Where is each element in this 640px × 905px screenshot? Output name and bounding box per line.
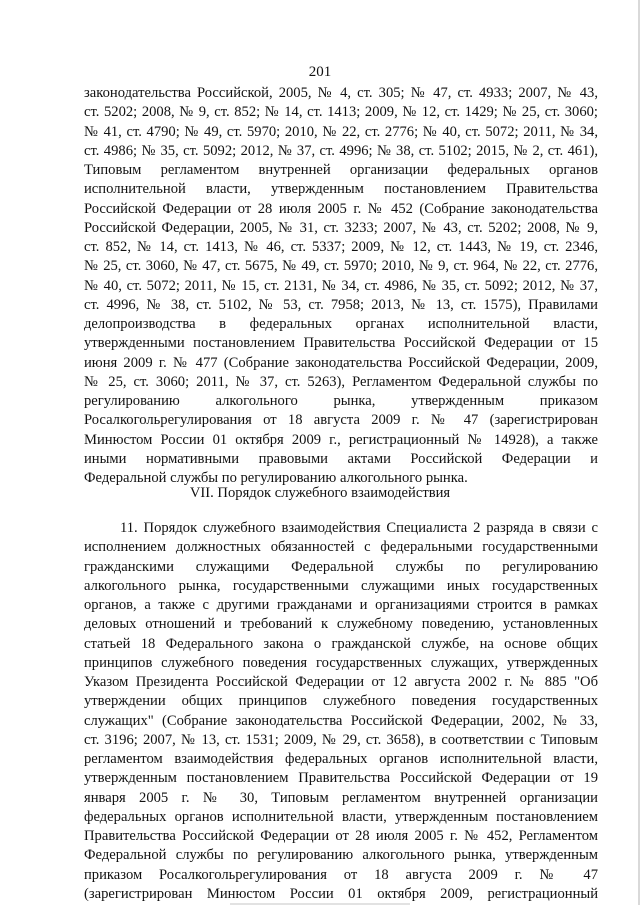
text-line: Федеральной службы по регулированию алкогольного рынка, утвержденным: [84, 847, 598, 864]
text-line: гражданскими служащими Федеральной службы по регулированию: [84, 558, 598, 575]
text-line: утвержденным постановлением Правительства Российской Федерации от 19: [84, 770, 598, 787]
text-line: 11. Порядок служебного взаимодействия Специалиста 2 разряда в связи с: [120, 520, 598, 536]
text-line: Минюстом России 01 октября 2009 г., регистрационный № 14928), а также: [84, 431, 598, 448]
text-line: ст. 4986; № 35, ст. 5092; 2012, № 37, ст. 4996; № 38, ст. 5102; 2015, № 2, ст. 461),: [84, 142, 598, 159]
text-line: Типовым регламентом внутренней организации федеральных органов: [84, 162, 598, 178]
continued-paragraph: [84, 84, 598, 488]
text-line: алкогольного рынка, государственными служащими иных государственных: [84, 577, 598, 594]
text-line: иными нормативными правовыми актами Российской Федерации и: [84, 450, 598, 467]
text-line: № 25, ст. 3060, № 47, ст. 5675, № 49, ст. 5970; 2010, № 9, ст. 964, № 22, ст. 2776,: [84, 258, 598, 275]
paragraph-11: [84, 519, 598, 904]
text-line: принципов служебного поведения государственных служащих, утвержденных: [84, 654, 598, 671]
text-line: статьей 18 Федерального закона о гражданской службе, на основе общих: [84, 635, 598, 652]
text-line: Росалкогольрегулирования от 18 августа 2009 г. № 47 (зарегистрирован: [84, 412, 598, 429]
text-line: ст. 5202; 2008, № 9, ст. 852; № 14, ст. 1413; 2009, № 12, ст. 1429; № 25, ст. 3060;: [84, 104, 598, 121]
text-line: ст. 3196; 2007, № 13, ст. 1531; 2009, № 29, ст. 3658), в соответствии с Типовым: [84, 731, 598, 748]
text-line: утвержденными постановлением Правительства Российской Федерации от 15: [84, 335, 598, 352]
text-line: делопроизводства в федеральных органах исполнительной власти,: [84, 316, 598, 332]
text-line: служащих" (Собрание законодательства Российской Федерации, 2002, № 33,: [84, 712, 598, 729]
text-line: законодательства Российской, 2005, № 4, ст. 305; № 47, ст. 4933; 2007, № 43,: [84, 85, 598, 101]
text-line: исполнительной власти, утвержденным постановлением Правительства: [84, 181, 598, 198]
text-line: № 25, ст. 3060; 2011, № 37, ст. 5263), Регламентом Федеральной службы по: [84, 373, 598, 390]
text-line: Российской Федерации, 2005, № 31, ст. 3233; 2007, № 43, ст. 5202; 2008, № 9,: [84, 219, 598, 236]
text-line: органов, а также с другими гражданами и организациями строится в рамках: [84, 597, 598, 613]
text-line: Федеральной службы по регулированию алкогольного рынка.: [84, 470, 468, 486]
text-line: деловых отношений и требований к служебному поведению, установленных: [84, 616, 598, 633]
page-number: 201: [308, 64, 332, 80]
text-line: Российской Федерации от 28 июля 2005 г. № 452 (Собрание законодательства: [84, 200, 598, 217]
text-line: Указом Президента Российской Федерации от 12 августа 2002 г. № 885 "Об: [84, 674, 598, 690]
text-line: федеральных органов исполнительной власти, утвержденным постановлением: [84, 808, 598, 825]
text-line: января 2005 г. № 30, Типовым регламентом внутренней организации: [84, 789, 598, 806]
text-line: ст. 852, № 14, ст. 1413, № 46, ст. 5337; 2009, № 12, ст. 1443, № 19, ст. 2346,: [84, 239, 598, 255]
text-line: № 41, ст. 4790; № 49, ст. 5970; 2010, № 22, ст. 2776; № 40, ст. 5072; 2011, № 34,: [84, 123, 598, 140]
text-line: регулированию алкогольного рынка, утвержденным приказом: [84, 393, 598, 409]
text-line: исполнением должностных обязанностей с федеральными государственными: [84, 539, 598, 556]
text-line: июня 2009 г. № 477 (Собрание законодательства Российской Федерации, 2009,: [84, 354, 598, 371]
text-line: ст. 4996, № 38, ст. 5102, № 53, ст. 7958; 2013, № 13, ст. 1575), Правилами: [84, 296, 598, 313]
text-line: утверждении общих принципов служебного поведения государственных: [84, 693, 598, 710]
text-line: приказом Росалкогольрегулирования от 18 августа 2009 г. № 47: [84, 866, 598, 883]
section-heading: VII. Порядок служебного взаимодействия: [189, 485, 451, 501]
text-line: № 40, ст. 5072; 2011, № 15, ст. 2131, № 34, ст. 4986, № 35, ст. 5092; 2012, № 37,: [84, 277, 598, 294]
text-line: регламентом взаимодействия федеральных органов исполнительной власти,: [84, 751, 598, 767]
text-line: Правительства Российской Федерации от 28 июля 2005 г. № 452, Регламентом: [84, 828, 598, 844]
text-line: (зарегистрирован Минюстом России 01 октября 2009, регистрационный: [84, 885, 598, 902]
